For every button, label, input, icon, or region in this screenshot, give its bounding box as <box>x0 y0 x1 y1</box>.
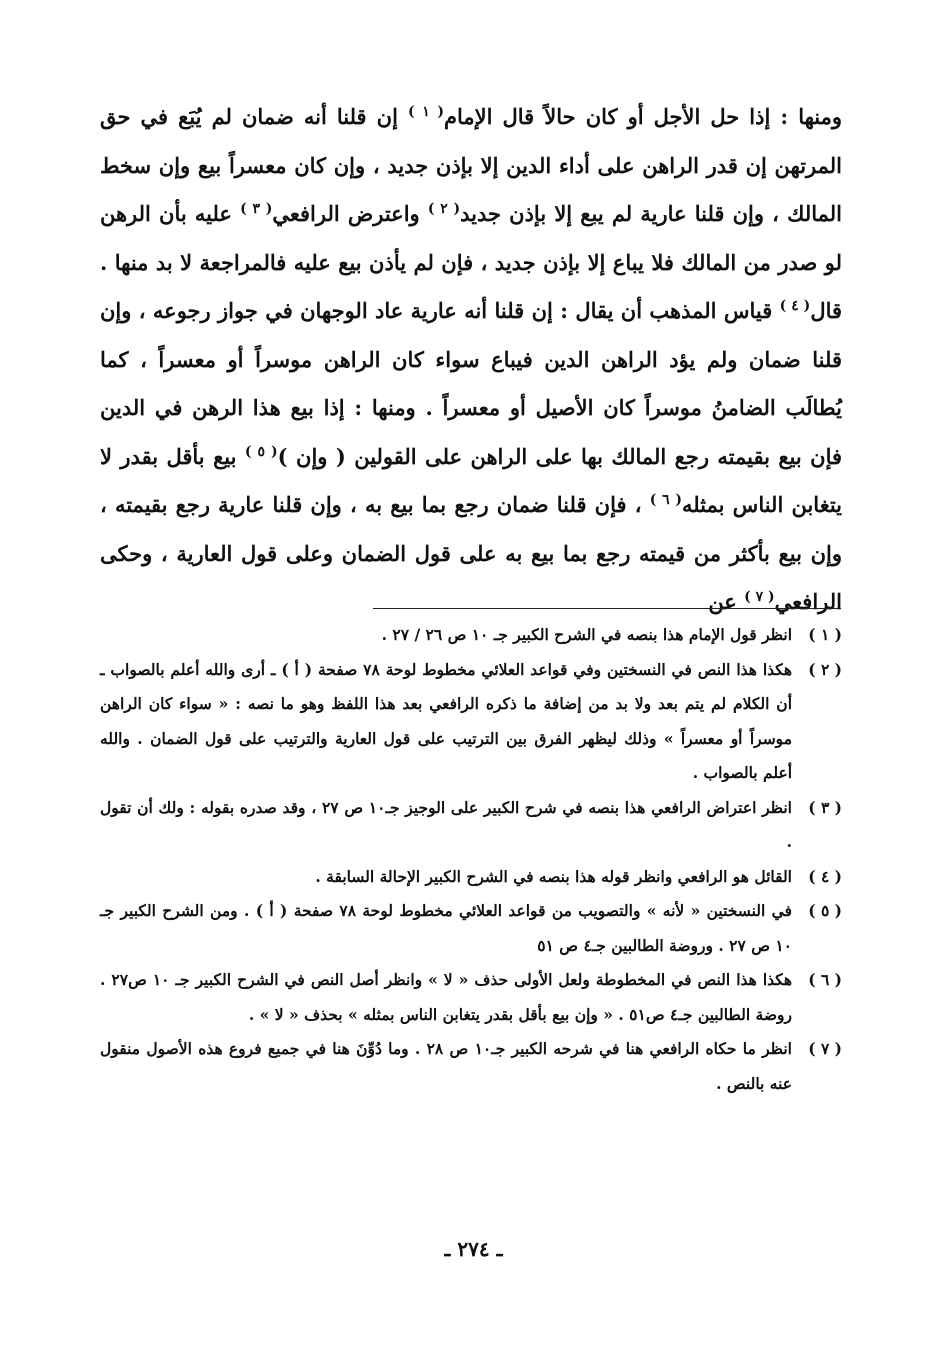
footnote-text: هكذا هذا النص في المخطوطة ولعل الأولى حذف « لا » وانظر أصل النص في الشرح الكبير جـ ١٠ ص٢٧ . روضة الطالبين جـ٤ ص٥١ . « وإن بيع بأقل بقدر يتغابن الناس بمثله » بحذف « لا » . <box>100 970 792 1024</box>
footnote-text: انظر اعتراض الرافعي هذا بنصه في شرح الكبير على الوجيز جـ١٠ ص ٢٧ ، وقد صدره بقوله : ولك أن تقول . <box>100 797 792 851</box>
footnote-ref-4[interactable]: ( ٤ ) <box>779 298 811 314</box>
footnote-ref-1[interactable]: ( ١ ) <box>407 104 444 120</box>
footnote-number: ( ٦ ) <box>808 970 842 989</box>
footnote-number: ( ٣ ) <box>808 797 842 817</box>
page-number: ـ ٢٧٤ ـ <box>444 1237 503 1261</box>
footnote-6 <box>100 963 842 1032</box>
footnote-ref-7[interactable]: ( ٧ ) <box>744 589 775 605</box>
text-segment: ومنها : إذا حل الأجل أو كان حالاً قال الإمام <box>444 104 842 129</box>
main-text <box>100 93 842 627</box>
footnote-number: ( ١ ) <box>808 625 842 644</box>
footnote-ref-2[interactable]: ( ٢ ) <box>427 201 461 217</box>
footnote-text: القائل هو الرافعي وانظر قوله هذا بنصه في الشرح الكبير الإحالة السابقة . <box>315 866 792 886</box>
footnote-ref-5[interactable]: ( ٥ ) <box>244 443 278 460</box>
footnote-3 <box>100 791 842 860</box>
footnote-text: في النسختين « لأنه » والتصويب من قواعد العلائي مخطوط لوحة ٧٨ صفحة ( أ ) . ومن الشرح الكبير جـ ١٠ ص ٢٧ . وروضة الطالبين جـ٤ ص ٥١ <box>100 901 792 955</box>
footnote-number: ( ٢ ) <box>808 659 842 679</box>
footnote-ref-6[interactable]: ( ٦ ) <box>649 492 682 508</box>
footnote-2 <box>100 653 842 791</box>
footnote-ref-3[interactable]: ( ٣ ) <box>240 201 273 217</box>
text-segment: بيع بأقل بقدر لا يتغابن الناس بمثله <box>100 443 843 517</box>
text-segment: ، فإن قلنا ضمان رجع بما بيع به ، وإن قلنا عارية رجع بقيمته ، وإن بيع بأكثر من قيمته رجع بما بيع به على قول الضمان وعلى قول العارية ، وحكى الرافعي <box>100 492 842 614</box>
footnote-4 <box>100 860 842 895</box>
text-segment: واعترض الرافعي <box>272 201 428 226</box>
footnote-text: هكذا هذا النص في النسختين وفي قواعد العلائي مخطوط لوحة ٧٨ صفحة ( أ ) ـ أرى والله أعلم بالصواب ـ أن الكلام لم يتم بعد ولا بد من إضافة ما ذكره الرافعي بعد هذا اللفظ وهو ما نصه : « سواء كان الراهن موسراً أو معسراً » وذلك ليظهر الفرق بين الترتيب على قول العارية والترتيب على قول الضمان . والله أعلم بالصواب . <box>100 659 792 782</box>
footnote-text: انظر قول الإمام هذا بنصه في الشرح الكبير جـ ١٠ ص ٢٦ / ٢٧ . <box>381 625 792 644</box>
footnote-1 <box>100 618 842 653</box>
footnote-number: ( ٤ ) <box>808 866 842 886</box>
footnotes <box>100 618 842 1101</box>
main-paragraph <box>100 93 842 627</box>
footnote-5 <box>100 894 842 963</box>
text-segment: عليه بأن الرهن لو صدر من المالك فلا يباع إلا بإذن جديد ، فإن لم يأذن بيع عليه فالمراجعة لا بد منها . قال <box>100 201 843 323</box>
footnote-number: ( ٧ ) <box>808 1039 842 1058</box>
footnote-number: ( ٥ ) <box>808 901 842 920</box>
text-segment: عن <box>708 589 745 614</box>
footnote-7 <box>100 1032 842 1101</box>
footnote-text: انظر ما حكاه الرافعي هنا في شرحه الكبير جـ١٠ ص ٢٨ . وما دُوِّنَ هنا في جميع فروع هذه الأصول منقول عنه بالنص . <box>100 1039 792 1093</box>
text-segment: قياس المذهب أن يقال : إن قلنا أنه عارية عاد الوجهان في جواز رجوعه ، وإن قلنا ضمان ولم يؤد الراهن الدين فيباع سواء كان الراهن موسراً أو معسراً ، كما يُطالَب الضامنُ موسراً كان الأصيل أو معسراً . ومنها : إذا بيع هذا الرهن في الدين فإن بيع بقيمته رجع المالك بها على الراهن على القولين ( وإن ) <box>100 298 843 469</box>
text-segment: إن قلنا أنه ضمان لم يُبَع في حق المرتهن إن قدر الراهن على أداء الدين إلا بإذن جديد ، وإن كان معسراً بيع وإن سخط المالك ، وإن قلنا عارية لم يبع إلا بإذن جديد <box>100 104 842 226</box>
footnote-divider <box>373 608 841 609</box>
